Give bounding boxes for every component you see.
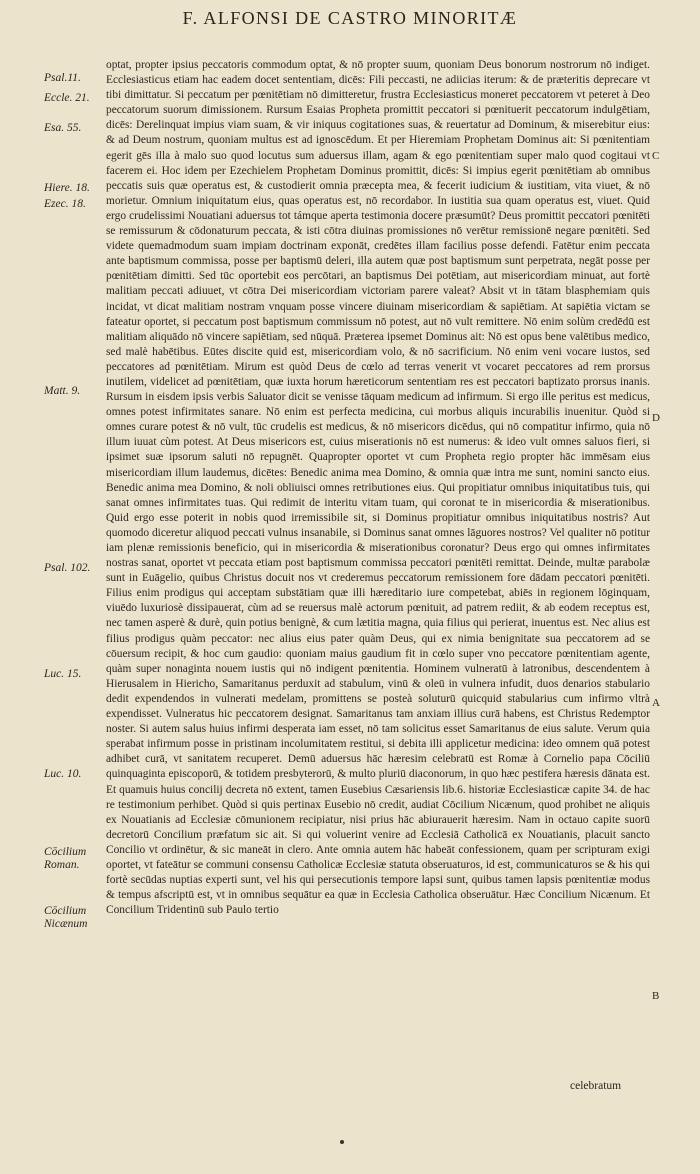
margin-letter-a: A <box>652 697 660 709</box>
marginal-note: Psal.11. <box>44 72 81 84</box>
marginal-note: Esa. 55. <box>44 122 82 134</box>
main-paragraph: optat, propter ipsius peccatoris commodum optat, & nō propter suum, quoniam Deus bonorum nostrorum nō indiget. Ecclesiasticus etiam hac eadem docet sententiam, dicēs: Fili peccasti, ne adiicias iterum: & de præteritis deprecare vt tibi dimittatur. Si peccatum per pœnitētiam nō dimitteretur, frustra Ecclesiasticus moneret peccatorem vt peteret à Deo peccatorum suorum dimissionem. Rursum Esaias Propheta promittit peccatori si pœnituerit peccatorum indulgētiam, dicēs: Derelinquat impius viam suam, & vir iniquus cogitationes suas, & reuertatur ad Dominum, & miserebitur eius: & ad Deum nostrum, quoniam multus est ad ignoscēdum. Et per Hieremiam Prophetam Dominus ait: Si pœnitentiam egerit gēs illa à malo suo quod locutus sum aduersus illam, agam & ego pœnitentiam super malo quod cogitaui vt facerem ei. Hoc idem per Ezechielem Prophetam Dominus promittit, dicēs: Si impius egerit pœnitētiam ab omnibus peccatis suis quæ operatus est, & custodierit omnia præcepta mea, & fecerit iudicium & iustitiam, vita viuet, & nō morietur. Omnium iniquitatum eius, quas operatus est, nō recordabor. In iustitia sua quam operatus est, viuet. Quid ergo crudelissimi Nouatiani aduersus tot támque aperta testimonia docere præsumūt? Deus promittit peccatori pœnitēti se remissurum & cōdonaturum peccata, & isti cōtra diuinas promissiones nō verētur remissionē negare pœnitēti. Sed videte quemadmodum suam impiam doctrinam exponāt, credētes illam facilius posse defendi. Fatētur enim peccata ante baptismum commissa, posse per baptismū deleri, illa autem quæ post baptismum sunt perpetrata, negāt posse per pœnitētiam dimitti. Sed tūc oportebit eos percōtari, an baptismus Dei potētiam, aut misericordiam minuat, aut fortè malitiam peccati adiuuet, vt cōtra Dei misericordiam victoriam parere valeat? Absit vt in tātam blasphemiam quis incidat, vt dicat malitiam nostram vnquam posse vincere diuinam misericordiam & sapiētiam. At sapiētia victam se fateatur oportet, si peccatum post baptismum commissum nō potest, aut nō vult remittere. Nō enim solùm credēdū est malitiam aliquādo nō vincere sapiētiam, sed nūquā. Præterea ipsemet Dominus ait: Nō est opus bene valētibus medico, sed malè habētibus. Eūtes discite quid est, misericordiam volo, & nō sacrificium. Nō enim veni vocare iustos, sed peccatores ad pœnitētiam. Mirum est quòd Deus de cœlo ad terras venerit vt vocaret peccatores ad rem prorsus inutilem, videlicet ad pœnitētiam, quæ iuxta horum hæreticorum sententiam res est peccatori baptizato prorsus inanis. Rursum in eisdem ipsis verbis Saluator dicit se venisse tāquam medicum ad infirmum. Si ergo ille peritus est medicus, omnes potest infirmitates sanare. Nō enim est perfecta medicina, cui morbus aliquis incurabilis inuenitur. Quòd si omnes curare potest & nō vult, tūc crudelis est medicus, & nō misericors dicēdus, qui nō compatitur infirmo, quia nō illum iuuat cùm potest. At Deus misericors est, cuius miserationis nō est numerus: & ideo vult omnes saluos fieri, si ipsimet suæ ipsorum saluti nō repugnēt. Quapropter oportet vt cum Propheta regio propter hāc immēsam eius misericordiam illum laudemus, dicētes: Benedic anima mea Domino, & omnia quæ intra me sunt, nomini sancto eius. Benedic anima mea Domino, & noli obliuisci omnes retributiones eius. Qui propitiatur omnibus iniquitatibus tuis, qui sanat omnes infirmitates tuas. Qui redimit de interitu vitam tuam, qui coronat te in misericordia & miserationibus. Quid ergo esse poterit in nobis quod irremissibile sit, si Dominus propitiatur omnibus iniquitatibus nostris? Aut quomodo diceretur aliquod peccati vulnus insanabile, si Dominus sanat omnes lāguores nostros? Vel qualiter nō potitur iam plenæ remissionis beneficio, qui in misericordia & miserationibus coronatur? Deus ergo qui omnes infirmitates nostras sanat, oportet vt peccata etiam post baptismum commissa peccatori pœnitēti remittat. Deinde, multæ parabolæ sunt in Euāgelio, quibus Christus docuit nos vt crederemus peccatorum remissionem fore dādam peccatori pœnitēti. Filius enim prodigus qui acceptam substātiam quæ illi hæreditario iure competebat, abiēs in regionem lōginquam, viuēdo luxuriosè dissipauerat, cùm ad se reuersus malè actorum pœnituit, ad patrem rediit, & ab eodem receptus est, nec tamen asperè & durè, quin potius benignè, & cum lætitia magna, quia filius qui perierat, inuentus est. Nec alius est filius prodigus quàm peccator: nec alius eius pater quàm Deus, qui ex nimia benignitate sua peccatorem ad se cōuersum recipit, & hoc cum gaudio: quoniam maius gaudium fit in cœlo super vno peccatore pœnitentiam agente, quàm super nonaginta nouem iustis qui nō indigent pœnitentia. Hominem vulneratū à latronibus, descendentem à Hierusalem in Hiericho, Samaritanus perduxit ad stabulum, vinū & oleū in vulnera infudit, duos denarios stabulario dedit expendendos in vulnerati medelam, promittens se posteà soluturū quicquid stabularius cum infirmo vltrà expendisset. Vulneratus hic peccatorem designat. Samaritanus tam anxiam illius curā habens, est Christus Redemptor noster. Si autem salus huius infirmi desperata iam esset, nō tam solicitus esset Samaritanus de eius salute. Verum quia sperabat infirmum posse in pristinam incolumitatem restitui, si debita illi applicetur medicina: ideo omnem quā potest adhibet curā, vt sanitatem recuperet. Demū aduersus hāc hæresim celebratū est Romæ à Cornelio papa Cōciliū quinquaginta episcoporū, & totidem presbyterorū, & multo pluriū diaconorum, in quo hæc pestifera hæresis dānata est. Et quamuis huius concilij decreta nō extent, tamen Eusebius Cæsariensis lib.6. historiæ Ecclesiasticæ capite 34. de hac re testimonium perhibet. Quòd si quis pertinax Eusebio nō credit, audiat Cōcilium Nicænum, quod prohibet ne aliquis ex Nouatianis ad Ecclesiæ cōmunionem recipiatur, nisi prius hāc abiurauerit hæresim. Nam in octauo capite suorū decretorū Concilium præfatum sic ait. Si qui voluerint venire ad Ecclesiā Catholicā ex Nouatianis, placuit sancto Concilio vt ordinētur, & sic maneāt in clero. Ante omnia autem hāc habeāt confessionem, quam per scripturam exigi oportet, vt fateātur se communi consensu Catholicæ Ecclesiæ statuta obseruaturos, id est, communicaturos se & his qui fortè secūdas nuptias experti sunt, vel his qui persecutionis tempore lapsi sunt, quibus tamen lapsis pœnitentiæ modus & tempus afscriptū est, vt in omnibus sequātur ea quæ in Ecclesia Catholica obseruātur. Hæc Concilium Nicænum. Et Concilium Tridentinū sub Paulo tertio <box>106 59 650 917</box>
catchword: celebratum <box>570 1080 622 1092</box>
running-head: F. ALFONSI DE CASTRO MINORITÆ <box>182 8 518 28</box>
page-mark <box>340 1140 344 1144</box>
main-text-column <box>106 58 650 918</box>
marginal-note: Luc. 15. <box>44 668 82 680</box>
marginal-note: Ezec. 18. <box>44 198 86 210</box>
marginal-note: Eccle. 21. <box>44 92 90 104</box>
marginal-note: Cōcilium Roman. <box>44 846 87 871</box>
marginal-note: Psal. 102. <box>44 562 91 574</box>
margin-letter-d: D <box>652 412 660 424</box>
marginal-note: Matt. 9. <box>44 385 81 397</box>
marginal-note: Cōcilium Nicænum <box>44 905 88 930</box>
margin-letter-b: B <box>652 990 660 1002</box>
marginal-note: Luc. 10. <box>44 768 82 780</box>
margin-letter-c: C <box>652 150 660 162</box>
marginal-note: Hiere. 18. <box>44 182 90 194</box>
